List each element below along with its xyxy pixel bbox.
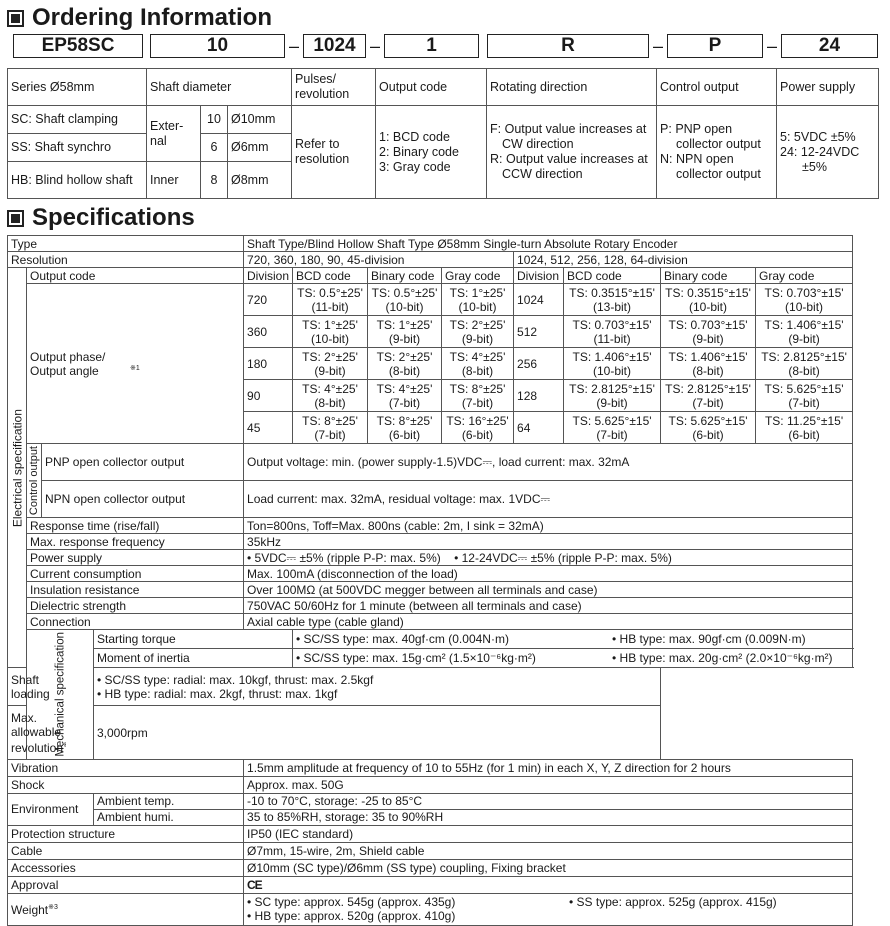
header-pulses: Pulses/ revolution — [292, 69, 376, 106]
rotating-options: F: Output value increases at CW direction R: Output value increases at CCW direction — [487, 106, 657, 199]
angle-cell: TS: 2°±25' (9-bit) — [442, 316, 514, 348]
type-label: Type — [8, 236, 244, 252]
square-bullet-icon — [7, 10, 24, 27]
elec-row-value: Max. 100mA (disconnection of the load) — [244, 566, 853, 582]
code-control: P — [667, 34, 763, 58]
angle-cell: 256 — [514, 348, 564, 380]
square-bullet-icon — [7, 210, 24, 227]
angle-cell: TS: 0.5°±25' (11-bit) — [293, 284, 368, 316]
angle-cell: 720 — [244, 284, 293, 316]
elec-row-label: Response time (rise/fall) — [27, 518, 244, 534]
code-series: EP58SC — [13, 34, 143, 58]
code-output: 1 — [384, 34, 479, 58]
shaft-inner: Inner — [147, 162, 201, 199]
col-header: Binary code — [368, 268, 442, 284]
elec-row-value: 750VAC 50/60Hz for 1 minute (between all terminals and case) — [244, 598, 853, 614]
angle-cell: 360 — [244, 316, 293, 348]
elec-row-label: Max. response frequency — [27, 534, 244, 550]
angle-cell: TS: 8°±25' (7-bit) — [442, 380, 514, 412]
protection-value: IP50 (IEC standard) — [244, 825, 853, 842]
revolution-value: 3,000rpm — [94, 706, 661, 760]
shock-label: Shock — [8, 776, 244, 793]
angle-cell: TS: 2.8125°±15' (9-bit) — [564, 380, 661, 412]
series-ss: SS: Shaft synchro — [8, 134, 147, 162]
resolution-b: 1024, 512, 256, 128, 64-division — [514, 252, 853, 268]
inertia-value: • SC/SS type: max. 15g·cm² (1.5×10⁻⁶kg·m²) • HB type: max. 20g·cm² (2.0×10⁻⁶kg·m²) — [293, 649, 853, 668]
pnp-value: Output voltage: min. (power supply-1.5)VDC⎓, load current: max. 32mA — [244, 444, 853, 481]
pnp-label: PNP open collector output — [42, 444, 244, 481]
angle-cell: TS: 1.406°±15' (9-bit) — [756, 316, 853, 348]
elec-row-value: • 5VDC⎓ ±5% (ripple P-P: max. 5%) • 12-24VDC⎓ ±5% (ripple P-P: max. 5%) — [244, 550, 853, 566]
loading-label: Shaft loading — [8, 668, 66, 706]
angle-cell: TS: 4°±25' (7-bit) — [368, 380, 442, 412]
ce-mark-icon: CE — [244, 876, 853, 893]
elec-row-value: 35kHz — [244, 534, 853, 550]
shaft-code-10: 10 — [201, 106, 228, 134]
code-power: 24 — [781, 34, 878, 58]
header-output-code: Output code — [376, 69, 487, 106]
output-code-label: Output code — [27, 268, 244, 284]
cable-label: Cable — [8, 842, 244, 859]
angle-cell: TS: 0.3515°±15' (13-bit) — [564, 284, 661, 316]
control-options: P: PNP open collector output N: NPN open collector output — [657, 106, 777, 199]
angle-cell: 64 — [514, 412, 564, 444]
elec-row-value: Over 100MΩ (at 500VDC megger between all terminals and case) — [244, 582, 853, 598]
angle-cell: TS: 8°±25' (6-bit) — [368, 412, 442, 444]
inertia-label: Moment of inertia — [94, 649, 293, 668]
specifications-title: Specifications — [7, 204, 195, 232]
amb-temp-value: -10 to 70°C, storage: -25 to 85°C — [244, 793, 853, 809]
shaft-size-6: Ø6mm — [228, 134, 292, 162]
output-codes: 1: BCD code 2: Binary code 3: Gray code — [376, 106, 487, 199]
shaft-size-10: Ø10mm — [228, 106, 292, 134]
col-header: BCD code — [564, 268, 661, 284]
angle-cell: 512 — [514, 316, 564, 348]
amb-temp-label: Ambient temp. — [94, 793, 244, 809]
revolution-label: Max. allowable revolution — [8, 706, 66, 760]
header-power: Power supply — [777, 69, 879, 106]
header-shaft: Shaft diameter — [147, 69, 292, 106]
ordering-title: Ordering Information — [7, 4, 272, 32]
shaft-code-6: 6 — [201, 134, 228, 162]
approval-label: Approval — [8, 876, 244, 893]
angle-cell: 1024 — [514, 284, 564, 316]
resolution-a: 720, 360, 180, 90, 45-division — [244, 252, 514, 268]
angle-cell: TS: 5.625°±15' (7-bit) — [564, 412, 661, 444]
col-header: BCD code — [293, 268, 368, 284]
amb-humi-value: 35 to 85%RH, storage: 35 to 90%RH — [244, 809, 853, 825]
angle-cell: TS: 0.5°±25' (10-bit) — [368, 284, 442, 316]
amb-humi-label: Ambient humi. — [94, 809, 244, 825]
weight-value: • SC type: approx. 545g (approx. 435g) • SS type: approx. 525g (approx. 415g) • HB type: approx. 520g (approx. 410g) — [244, 893, 853, 925]
angle-cell: TS: 1.406°±15' (10-bit) — [564, 348, 661, 380]
col-header: Binary code — [661, 268, 756, 284]
elec-row-value: Ton=800ns, Toff=Max. 800ns (cable: 2m, I sink = 32mA) — [244, 518, 853, 534]
angle-cell: TS: 0.703°±15' (10-bit) — [756, 284, 853, 316]
angle-cell: TS: 4°±25' (8-bit) — [293, 380, 368, 412]
specifications-table — [7, 235, 853, 926]
angle-cell: TS: 2.8125°±15' (7-bit) — [661, 380, 756, 412]
angle-cell: 180 — [244, 348, 293, 380]
angle-cell: TS: 1.406°±15' (8-bit) — [661, 348, 756, 380]
angle-cell: TS: 16°±25' (6-bit) — [442, 412, 514, 444]
angle-cell: TS: 1°±25' (10-bit) — [442, 284, 514, 316]
header-control: Control output — [657, 69, 777, 106]
code-rotating: R — [487, 34, 649, 58]
accessories-label: Accessories — [8, 859, 244, 876]
npn-label: NPN open collector output — [42, 481, 244, 518]
angle-cell: TS: 2°±25' (9-bit) — [293, 348, 368, 380]
environment-label: Environment — [8, 793, 94, 825]
loading-value: • SC/SS type: radial: max. 10kgf, thrust: max. 2.5kgf • HB type: radial: max. 2kgf, thrust: max. 1kgf — [94, 668, 661, 706]
header-rotating: Rotating direction — [487, 69, 657, 106]
weight-label: Weight$^{※3}$ — [8, 893, 244, 925]
header-series: Series Ø58mm — [8, 69, 147, 106]
code-dash: – — [289, 36, 300, 56]
cable-value: Ø7mm, 15-wire, 2m, Shield cable — [244, 842, 853, 859]
angle-cell: TS: 2.8125°±15' (8-bit) — [756, 348, 853, 380]
angle-cell: TS: 1°±25' (10-bit) — [293, 316, 368, 348]
shaft-external: Exter- nal — [147, 106, 201, 162]
elec-row-label: Power supply — [27, 550, 244, 566]
col-header: Gray code — [756, 268, 853, 284]
code-dash: – — [767, 36, 778, 56]
angle-cell: TS: 0.3515°±15' (10-bit) — [661, 284, 756, 316]
angle-cell: 128 — [514, 380, 564, 412]
col-header: Gray code — [442, 268, 514, 284]
type-value: Shaft Type/Blind Hollow Shaft Type Ø58mm Single-turn Absolute Rotary Encoder — [244, 236, 853, 252]
elec-row-label: Insulation resistance — [27, 582, 244, 598]
angle-cell: TS: 0.703°±15' (9-bit) — [661, 316, 756, 348]
code-dash: – — [370, 36, 381, 56]
angle-cell: 45 — [244, 412, 293, 444]
accessories-value: Ø10mm (SC type)/Ø6mm (SS type) coupling, Fixing bracket — [244, 859, 853, 876]
torque-value: • SC/SS type: max. 40gf·cm (0.004N·m) • HB type: max. 90gf·cm (0.009N·m) — [293, 630, 853, 649]
vibration-value: 1.5mm amplitude at frequency of 10 to 55Hz (for 1 min) in each X, Y, Z direction for 2 hours — [244, 759, 853, 776]
elec-row-label: Dielectric strength — [27, 598, 244, 614]
col-header: Division — [244, 268, 293, 284]
angle-cell: TS: 1°±25' (9-bit) — [368, 316, 442, 348]
series-hb: HB: Blind hollow shaft — [8, 162, 147, 199]
angle-cell: TS: 11.25°±15' (6-bit) — [756, 412, 853, 444]
mechanical-spec-label: Mechanical specification — [27, 630, 94, 760]
shock-value: Approx. max. 50G — [244, 776, 853, 793]
angle-cell: TS: 2°±25' (8-bit) — [368, 348, 442, 380]
elec-row-label: Connection — [27, 614, 244, 630]
control-output-label: Control output — [27, 444, 42, 518]
angle-cell: TS: 5.625°±15' (6-bit) — [661, 412, 756, 444]
angle-cell: TS: 4°±25' (8-bit) — [442, 348, 514, 380]
angle-cell: TS: 8°±25' (7-bit) — [293, 412, 368, 444]
protection-label: Protection structure — [8, 825, 244, 842]
elec-row-label: Current consumption — [27, 566, 244, 582]
angle-cell: TS: 0.703°±15' (11-bit) — [564, 316, 661, 348]
angle-cell: TS: 5.625°±15' (7-bit) — [756, 380, 853, 412]
resolution-label: Resolution — [8, 252, 244, 268]
electrical-spec-label: Electrical specification — [8, 268, 27, 668]
elec-row-value: Axial cable type (cable gland) — [244, 614, 853, 630]
output-phase-label: Output phase/ Output angle $^{※1}$ — [27, 284, 244, 444]
shaft-size-8: Ø8mm — [228, 162, 292, 199]
npn-value: Load current: max. 32mA, residual voltage: max. 1VDC⎓ — [244, 481, 853, 518]
torque-label: Starting torque — [94, 630, 293, 649]
vibration-label: Vibration — [8, 759, 244, 776]
pulses-note: Refer to resolution — [292, 106, 376, 199]
code-dash: – — [653, 36, 664, 56]
series-sc: SC: Shaft clamping — [8, 106, 147, 134]
shaft-code-8: 8 — [201, 162, 228, 199]
col-header: Division — [514, 268, 564, 284]
ordering-table — [7, 68, 879, 199]
code-pulses: 1024 — [303, 34, 366, 58]
power-options: 5: 5VDC ±5% 24: 12-24VDC ±5% — [777, 106, 879, 199]
code-shaft: 10 — [150, 34, 285, 58]
angle-cell: 90 — [244, 380, 293, 412]
